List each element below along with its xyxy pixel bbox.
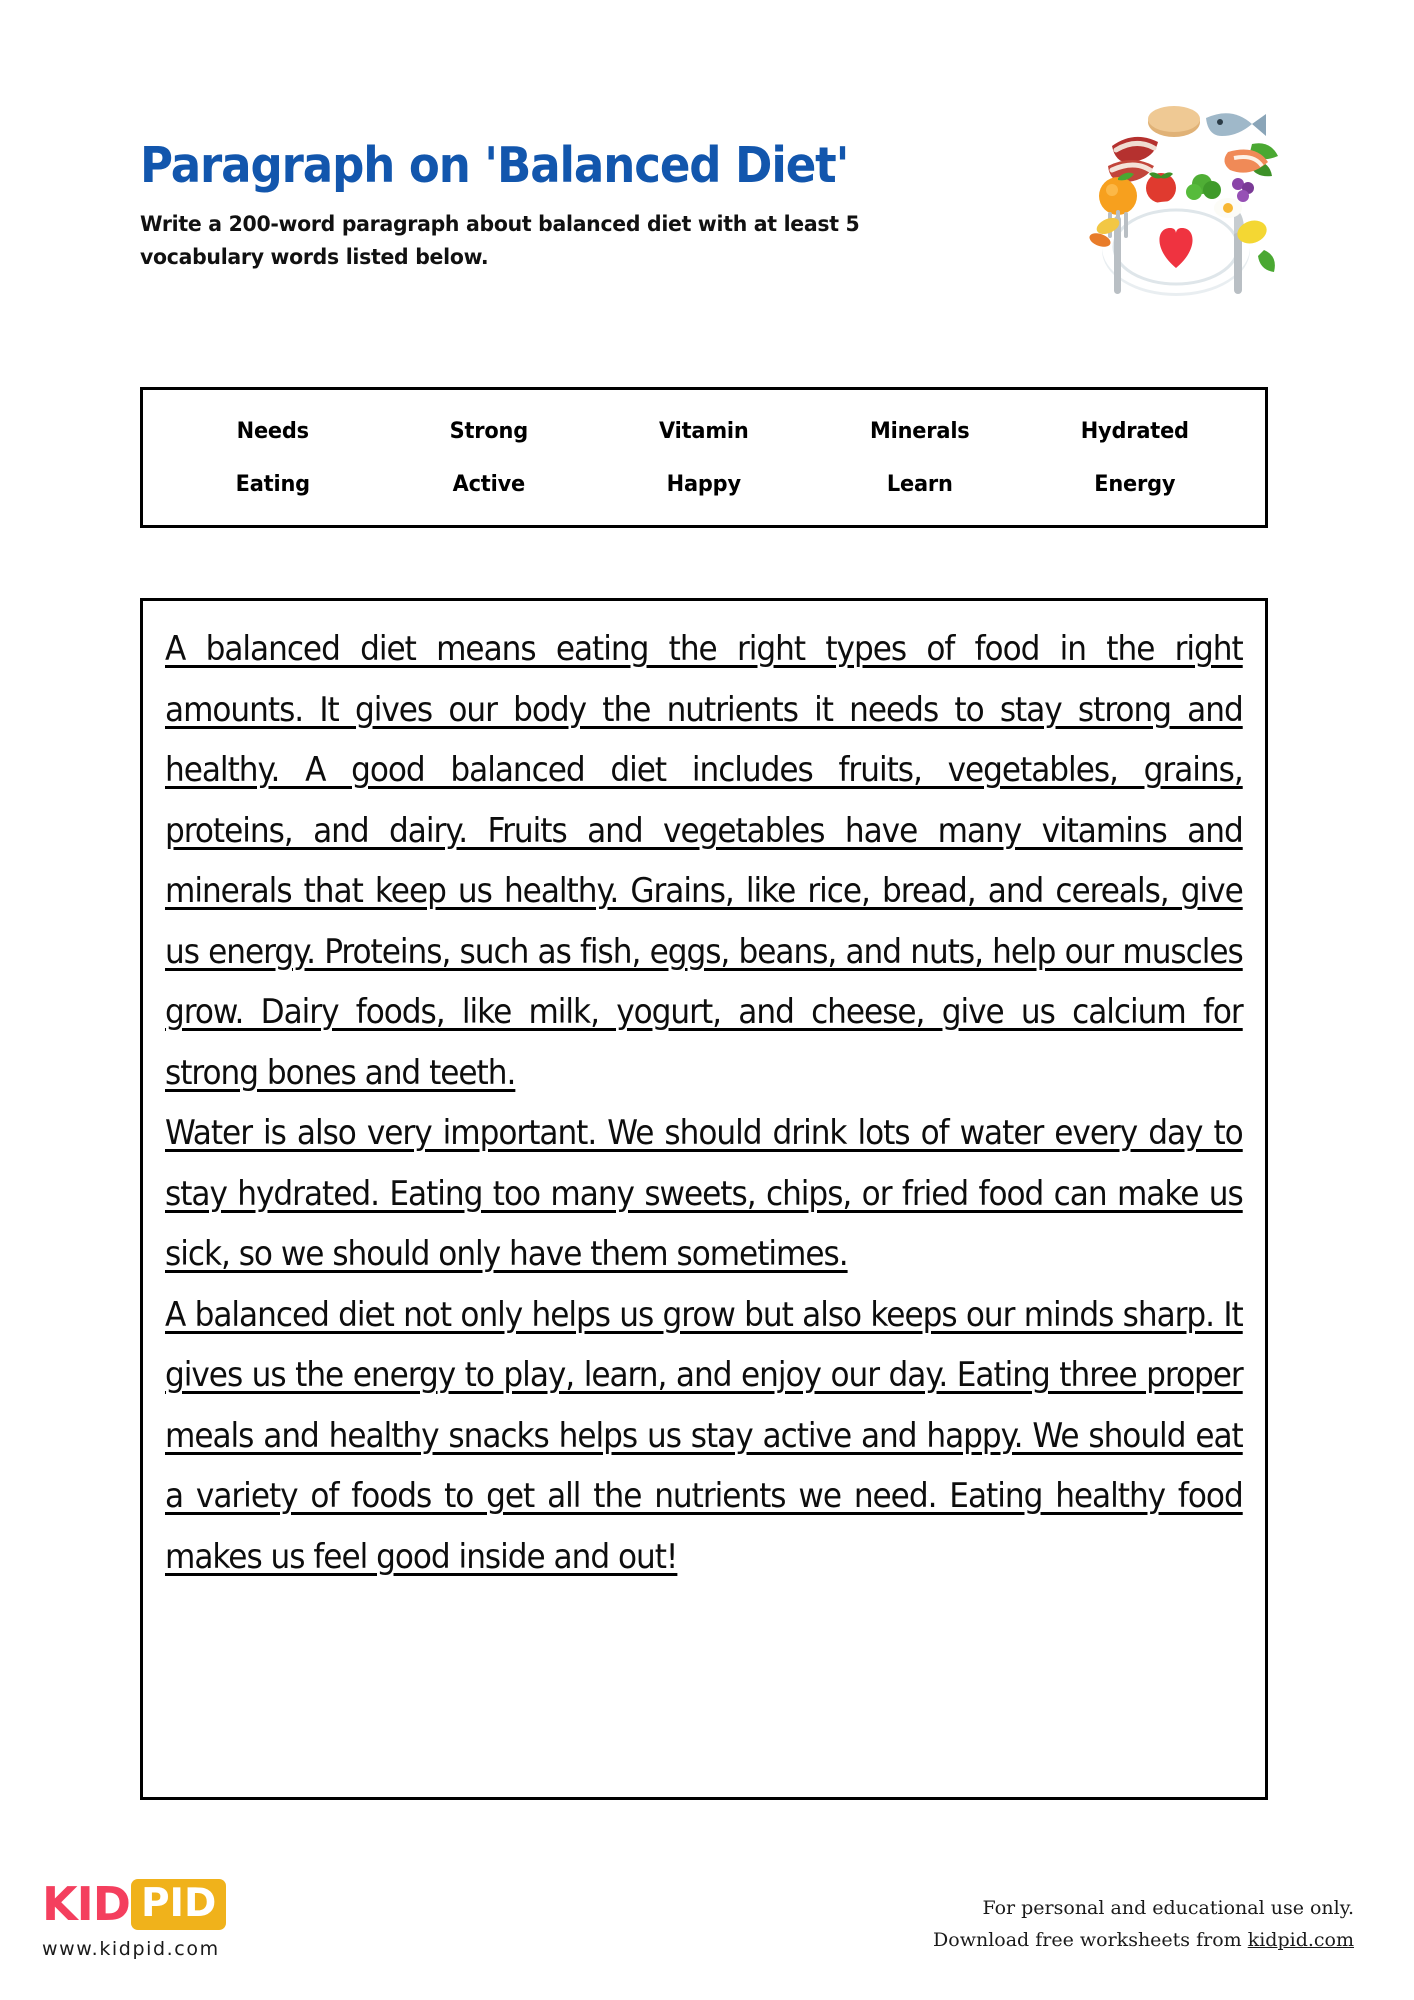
logo-pid-badge: PID xyxy=(131,1879,226,1930)
kidpid-logo[interactable] xyxy=(42,1878,342,1960)
vocabulary-word: Strong xyxy=(449,418,528,444)
answer-paragraph: A balanced diet not only helps us grow but also keeps our minds sharp. It gives us the energy to play, learn, and enjoy our day. Eating three proper meals and healthy snacks helps us stay active and happy. We should eat a variety of foods to get all the nutrients we need. Eating healthy food makes us feel good inside and out! xyxy=(165,1294,1243,1576)
vocabulary-word: Minerals xyxy=(869,418,970,444)
logo-kid-text: KID xyxy=(42,1877,130,1931)
vocabulary-word: Hydrated xyxy=(1081,418,1190,444)
vocabulary-word: Active xyxy=(452,471,525,497)
logo-website-url: www.kidpid.com xyxy=(42,1938,220,1960)
logo-wordmark xyxy=(42,1878,342,1930)
vocabulary-word: Vitamin xyxy=(659,418,749,444)
footer-note-prefix: Download free worksheets from xyxy=(933,1928,1248,1951)
vocabulary-word-box xyxy=(140,387,1268,528)
balanced-diet-food-illustration xyxy=(1056,100,1296,315)
page-title: Paragraph on 'Balanced Diet' xyxy=(140,137,849,194)
vocabulary-word: Learn xyxy=(886,471,953,497)
vocabulary-word: Eating xyxy=(235,471,310,497)
answer-paragraph: A balanced diet means eating the right types of food in the right amounts. It gives our body the nutrients it needs to stay strong and healthy. A good balanced diet includes fruits, vegetables, grains, proteins, and dairy. Fruits and vegetables have many vitamins and minerals that keep us healthy. Grains, like rice, bread, and cereals, give us energy. Proteins, such as fish, eggs, beans, and nuts, help our muscles grow. Dairy foods, like milk, yogurt, and cheese, give us calcium for strong bones and teeth. xyxy=(165,629,1243,1092)
instructions-text: Write a 200-word paragraph about balanced diet with at least 5 vocabulary words listed below. xyxy=(140,212,860,270)
footer-usage-note xyxy=(933,1893,1354,1956)
vocabulary-word: Happy xyxy=(666,471,742,497)
answer-paragraph-box[interactable] xyxy=(140,598,1268,1800)
footer-note-line-2 xyxy=(933,1925,1354,1956)
footer-note-line-1: For personal and educational use only. xyxy=(982,1897,1354,1920)
vocabulary-row xyxy=(165,472,1243,497)
answer-paragraph: Water is also very important. We should drink lots of water every day to stay hydrated. Eating too many sweets, chips, or fried food can make us sick, so we should only have them sometimes. xyxy=(165,1113,1243,1273)
vocabulary-word: Energy xyxy=(1094,471,1176,497)
kidpid-link[interactable]: kidpid.com xyxy=(1247,1928,1354,1951)
vocabulary-row xyxy=(165,419,1243,444)
vocabulary-word: Needs xyxy=(236,418,309,444)
